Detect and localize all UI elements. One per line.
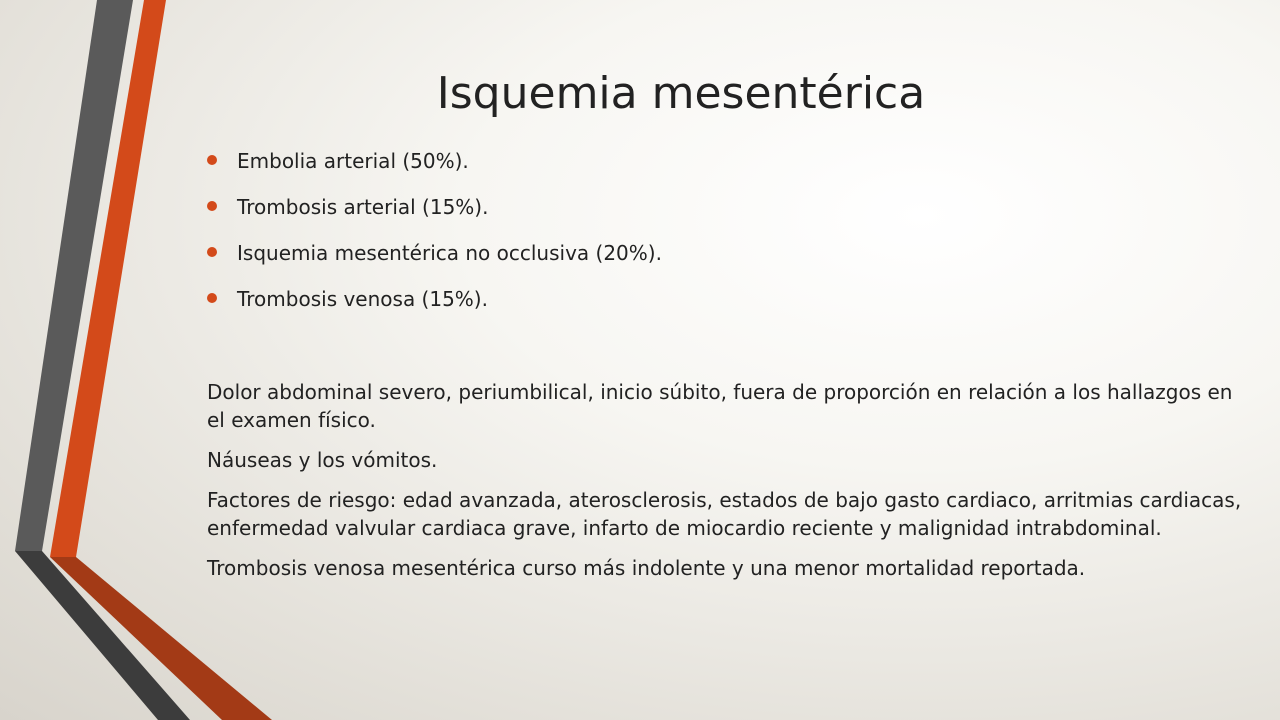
bullet-dot-icon (207, 201, 217, 211)
bullet-text: Trombosis arterial (15%). (237, 195, 489, 219)
bullet-dot-icon (207, 247, 217, 257)
slide-title: Isquemia mesentérica (436, 68, 926, 119)
bullet-text: Trombosis venosa (15%). (237, 287, 488, 311)
bullet-list (205, 146, 1245, 330)
paragraph-venous-thrombosis: Trombosis venosa mesentérica curso más indolente y una menor mortalidad reportada. (207, 556, 1086, 580)
bullet-dot-icon (207, 293, 217, 303)
paragraph-nausea: Náuseas y los vómitos. (207, 448, 438, 472)
body-paragraphs (207, 378, 1247, 594)
bullet-item (205, 238, 1245, 268)
bullet-item (205, 146, 1245, 176)
bullet-item (205, 192, 1245, 222)
bullet-text: Isquemia mesentérica no occlusiva (20%). (237, 241, 662, 265)
bullet-dot-icon (207, 155, 217, 165)
paragraph-risk-factors: Factores de riesgo: edad avanzada, aterosclerosis, estados de bajo gasto cardiaco, arritmias cardiacas, enfermedad valvular cardiaca grave, infarto de miocardio reciente y malignidad intrabdominal. (207, 488, 1242, 540)
paragraph-symptoms: Dolor abdominal severo, periumbilical, inicio súbito, fuera de proporción en relación a los hallazgos en el examen físico. (207, 380, 1233, 432)
bullet-item (205, 284, 1245, 314)
bullet-text: Embolia arterial (50%). (237, 149, 469, 173)
